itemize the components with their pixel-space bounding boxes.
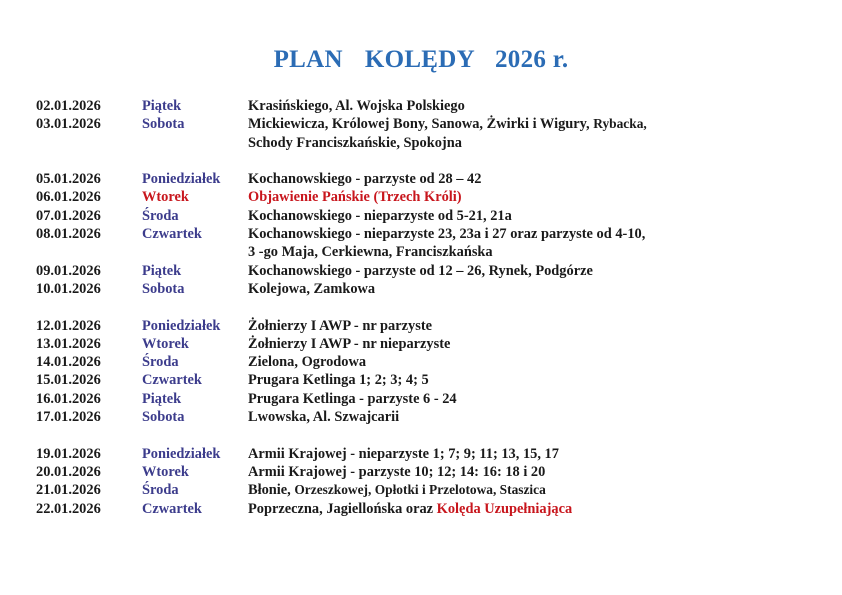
row-streets: Zielona, Ogrodowa xyxy=(248,354,367,371)
row-weekday: Wtorek xyxy=(142,335,189,352)
schedule-row xyxy=(36,97,826,115)
row-streets: Kochanowskiego - nieparzyste 23, 23a i 27 oraz parzyste od 4-10, xyxy=(248,226,646,243)
title-word-plan: PLAN xyxy=(273,46,343,73)
row-streets xyxy=(248,481,546,499)
row-streets-part: Poprzeczna, Jagiellońska oraz xyxy=(248,500,434,517)
schedule-list xyxy=(36,97,826,518)
schedule-row xyxy=(36,317,826,335)
title-word-koledy: KOLĘDY xyxy=(364,46,475,73)
row-date: 19.01.2026 xyxy=(36,445,101,462)
schedule-row xyxy=(36,463,826,481)
title-word-year: 2026 r. xyxy=(495,46,569,73)
row-date: 20.01.2026 xyxy=(36,463,101,480)
row-streets-part-small: Orzeszkowej, Opłotki i Przelotowa, Staszica xyxy=(294,482,546,498)
row-weekday: Środa xyxy=(142,482,179,499)
group-spacer xyxy=(36,426,826,444)
row-date: 21.01.2026 xyxy=(36,482,101,499)
row-streets: 3 -go Maja, Cerkiewna, Franciszkańska xyxy=(248,244,493,261)
row-weekday: Środa xyxy=(142,354,179,371)
schedule-row xyxy=(36,225,826,243)
row-date: 22.01.2026 xyxy=(36,500,101,517)
row-weekday: Czwartek xyxy=(142,372,202,389)
schedule-row xyxy=(36,207,826,225)
schedule-row xyxy=(36,115,826,133)
schedule-row xyxy=(36,445,826,463)
row-weekday: Poniedziałek xyxy=(142,445,221,462)
schedule-row xyxy=(36,500,826,518)
row-date: 10.01.2026 xyxy=(36,280,101,297)
group-spacer xyxy=(36,152,826,170)
schedule-row xyxy=(36,188,826,206)
row-supplementary-carol: Kolęda Uzupełniająca xyxy=(436,500,573,517)
row-date: 02.01.2026 xyxy=(36,98,101,114)
row-streets-part-small: Rybacka, xyxy=(593,116,647,132)
row-weekday: Wtorek xyxy=(142,463,189,480)
schedule-row xyxy=(36,262,826,280)
row-streets: Schody Franciszkańskie, Spokojna xyxy=(248,134,462,151)
row-streets: Armii Krajowej - nieparzyste 1; 7; 9; 11; 13, 15, 17 xyxy=(248,445,559,462)
row-streets: Żołnierzy I AWP - nr parzyste xyxy=(248,317,432,334)
row-streets-part: Mickiewicza, Królowej Bony, Sanowa, Żwirki i Wigury, xyxy=(248,116,590,133)
row-date: 09.01.2026 xyxy=(36,262,101,279)
row-date: 08.01.2026 xyxy=(36,226,101,243)
row-streets xyxy=(248,500,572,518)
row-weekday: Sobota xyxy=(142,116,185,133)
row-weekday: Poniedziałek xyxy=(142,317,221,334)
schedule-row xyxy=(36,408,826,426)
row-weekday: Sobota xyxy=(142,409,185,426)
row-streets: Kochanowskiego - parzyste od 28 – 42 xyxy=(248,171,482,188)
row-streets: Kochanowskiego - nieparzyste od 5-21, 21a xyxy=(248,207,512,224)
row-weekday-holiday: Wtorek xyxy=(142,189,189,206)
row-streets: Krasińskiego, Al. Wojska Polskiego xyxy=(248,98,465,114)
row-streets: Armii Krajowej - parzyste 10; 12; 14: 16: 18 i 20 xyxy=(248,463,546,480)
schedule-row xyxy=(36,280,826,298)
row-date: 06.01.2026 xyxy=(36,189,101,206)
row-date: 17.01.2026 xyxy=(36,409,101,426)
row-streets: Żołnierzy I AWP - nr nieparzyste xyxy=(248,335,451,352)
page-title xyxy=(0,46,842,74)
schedule-row-continuation xyxy=(36,243,826,261)
row-streets: Prugara Ketlinga - parzyste 6 - 24 xyxy=(248,390,457,407)
row-streets-part: Błonie, xyxy=(248,482,291,499)
row-weekday: Sobota xyxy=(142,280,185,297)
schedule-row-continuation xyxy=(36,134,826,152)
row-weekday: Czwartek xyxy=(142,226,202,243)
row-weekday: Środa xyxy=(142,207,179,224)
row-streets: Prugara Ketlinga 1; 2; 3; 4; 5 xyxy=(248,372,429,389)
row-date: 14.01.2026 xyxy=(36,354,101,371)
row-streets: Kochanowskiego - parzyste od 12 – 26, Rynek, Podgórze xyxy=(248,262,593,279)
row-date: 12.01.2026 xyxy=(36,317,101,334)
schedule-row xyxy=(36,481,826,499)
row-weekday: Poniedziałek xyxy=(142,171,221,188)
row-date: 15.01.2026 xyxy=(36,372,101,389)
row-holiday-name: Objawienie Pańskie (Trzech Króli) xyxy=(248,189,462,206)
schedule-row xyxy=(36,371,826,389)
row-date: 03.01.2026 xyxy=(36,116,101,133)
row-date: 05.01.2026 xyxy=(36,171,101,188)
schedule-row xyxy=(36,390,826,408)
row-date: 13.01.2026 xyxy=(36,335,101,352)
row-date: 07.01.2026 xyxy=(36,207,101,224)
group-spacer xyxy=(36,298,826,316)
row-streets: Kolejowa, Zamkowa xyxy=(248,280,376,297)
row-weekday: Czwartek xyxy=(142,500,202,517)
row-date: 16.01.2026 xyxy=(36,390,101,407)
schedule-row xyxy=(36,170,826,188)
schedule-row xyxy=(36,353,826,371)
row-weekday: Piątek xyxy=(142,390,182,407)
row-weekday: Piątek xyxy=(142,98,182,114)
row-streets xyxy=(248,115,647,133)
schedule-row xyxy=(36,335,826,353)
row-weekday: Piątek xyxy=(142,262,182,279)
row-streets: Lwowska, Al. Szwajcarii xyxy=(248,409,400,426)
